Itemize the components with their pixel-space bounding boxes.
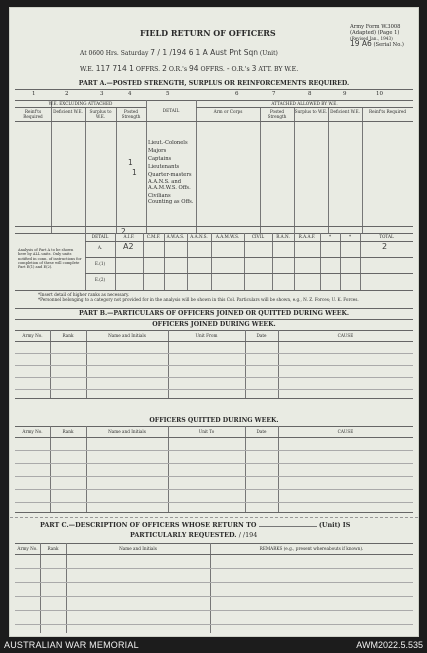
joined-hdr-army-no: Army No.: [22, 333, 43, 338]
hdr-reinf-required: Reinf'ts Required: [23, 109, 43, 119]
ana-row-e2: E.(2): [94, 277, 106, 282]
footnote-1: *Insert detail of higher ranks as necessary.: [38, 292, 130, 297]
rank-aans: A.A.N.S. and A.A.M.W.S. Offs.: [148, 179, 191, 191]
footnote-2: *Personnel belonging to a category not provided for in the analysis will be shown in this Col. Particulars will be shown, e.g., N. Z. Forces; U. K. Forces.: [38, 297, 359, 302]
part-c-hdr-remarks: REMARKS (e.g., present whereabouts if known).: [259, 546, 364, 551]
captains-value: 1: [128, 158, 133, 167]
rank-lieutenants: Lieutenants: [148, 164, 180, 170]
joined-hdr-name: Name and Initials: [108, 333, 146, 338]
offrs2-label: OFFRS.: [200, 66, 225, 73]
ana-hdr-aamws: A.A.M.W.S.: [215, 234, 240, 239]
col-num-8: 8: [308, 91, 312, 97]
part-c-title2: PARTICULARLY REQUESTED.: [130, 531, 237, 539]
ana-row-a: A.: [97, 245, 103, 250]
ana-hdr-civil: CIVIL: [251, 234, 265, 239]
we-value: 117 714 1: [95, 64, 134, 73]
unit-value: 1 A Aust Pnt Sqn: [195, 48, 258, 57]
form-sheet: [10, 8, 418, 636]
part-c-unit-label: (Unit) IS: [318, 521, 351, 529]
analysis-note: Analysis of Part A to be shown here by ALL units. Only units notified in conn. of instructions for completion of these will complete Part E(1) and E(2).: [18, 248, 82, 270]
lieutenants-value: 1: [132, 168, 137, 177]
hdr-surplus: Surplus to W.E.: [89, 109, 112, 119]
ana-hdr-star1: *: [328, 234, 332, 239]
rank-majors: Majors: [148, 148, 167, 154]
hdr-att-deficient: Deficient W.E.: [330, 109, 360, 114]
we-label: W.E.: [80, 66, 94, 73]
serial-label: (Serial No.): [373, 42, 404, 48]
archive-footer: [0, 637, 427, 653]
joined-hdr-unit-from: Unit From: [195, 333, 218, 338]
ors-value: 94: [189, 64, 199, 73]
serial-number: 19 A6: [350, 39, 372, 48]
hdr-att-surplus: Surplus to W.E.: [294, 109, 328, 114]
col-numbers: [10, 91, 418, 99]
ors2-label: O.R.'s: [231, 66, 250, 73]
ana-hdr-detail: DETAIL: [91, 234, 109, 239]
hdr-arm-corps: Arm or Corps: [213, 109, 243, 114]
hdr-deficient: Deficient W.E.: [53, 109, 83, 114]
we-excl-label: W.E. EXCLUDING ATTACHED: [48, 101, 113, 106]
quitted-hdr-name: Name and Initials: [108, 429, 146, 434]
ana-hdr-total: TOTAL: [379, 234, 394, 239]
att-label: ATT. BY W.E.: [258, 66, 299, 73]
rank-qm: Quarter-masters: [148, 172, 192, 178]
part-c-title-line2: [130, 531, 257, 539]
at-line-prefix: At 0600 Hrs. Saturday: [80, 50, 149, 57]
col-num-1: 1: [32, 91, 36, 97]
form-title: FIELD RETURN OF OFFICERS: [140, 28, 276, 38]
part-c-hdr-army-no: Army No.: [17, 546, 38, 551]
footer-institution: AUSTRALIAN WAR MEMORIAL: [4, 640, 139, 650]
hdr-posted-strength: Posted Strength: [121, 109, 141, 119]
rank-civilians: Civilians Counting as Offs.: [148, 193, 194, 205]
col-num-9: 9: [343, 91, 347, 97]
col-num-6: 6: [235, 91, 239, 97]
quitted-hdr-cause: CAUSE: [337, 429, 354, 434]
offrs-value: 2: [162, 64, 167, 73]
posted-strength-total: 2: [121, 227, 126, 236]
footer-accession: AWM2022.5.535: [356, 640, 423, 650]
rank-lt-col: Lieut.-Colonels: [148, 140, 188, 146]
ana-hdr-aans: A.A.N.S.: [190, 234, 208, 239]
ana-total-value: 2: [382, 242, 388, 251]
ors2-value: 3: [251, 64, 257, 73]
quitted-hdr-army-no: Army No.: [22, 429, 43, 434]
ana-hdr-cmf: C.M.F.: [146, 234, 161, 239]
quitted-hdr-rank: Rank: [62, 429, 74, 434]
army-form-block: [350, 24, 404, 48]
rank-list: [148, 139, 196, 205]
ana-hdr-raaf: R.A.A.F.: [298, 234, 316, 239]
col-num-5: 5: [166, 91, 170, 97]
joined-title: OFFICERS JOINED DURING WEEK.: [152, 321, 276, 328]
ana-hdr-aif: A.I.F.: [123, 234, 135, 239]
part-c-hdr-name: Name and Initials: [119, 546, 157, 551]
army-form-line2: (Adapted) (Page 1): [350, 30, 400, 36]
ana-hdr-ran: R.A.N.: [276, 234, 290, 239]
detail-label: DETAIL: [162, 108, 180, 113]
unit-label: (Unit): [259, 50, 278, 57]
ana-aif-value: A2: [123, 242, 134, 251]
part-c-hdr-rank: Rank: [47, 546, 59, 551]
col-num-4: 4: [128, 91, 132, 97]
attached-label: ATTACHED ALLOWED BY W.E.: [271, 101, 338, 106]
we-line: [80, 64, 298, 73]
quitted-hdr-unit-to: Unit To: [198, 429, 215, 434]
hdr-att-reinf: Reinf'ts Required: [368, 109, 407, 114]
joined-hdr-date: Date: [256, 333, 267, 338]
col-num-2: 2: [65, 91, 69, 97]
part-a-title: PART A.—POSTED STRENGTH, SURPLUS OR REINFORCEMENTS REQUIRED.: [78, 80, 350, 87]
ana-hdr-awas: A.W.A.S.: [166, 234, 185, 239]
joined-hdr-cause: CAUSE: [337, 333, 354, 338]
rank-captains: Captains: [148, 156, 172, 162]
ana-hdr-star2: *: [348, 234, 352, 239]
army-form-line3: (Revised Jan., 1943): [350, 36, 393, 41]
joined-hdr-rank: Rank: [62, 333, 74, 338]
quitted-title: OFFICERS QUITTED DURING WEEK.: [149, 417, 279, 424]
date-value: 7 / 1 /194 6: [150, 48, 194, 57]
part-b-title: PART B.—PARTICULARS OF OFFICERS JOINED OR QUITTED DURING WEEK.: [78, 310, 350, 317]
part-c-date: / /194: [238, 531, 258, 539]
ors-label: O.R.'s: [168, 66, 188, 73]
col-num-3: 3: [100, 91, 104, 97]
hdr-att-posted: Posted Strength: [267, 109, 287, 119]
part-c-title-line1: [40, 521, 350, 529]
col-num-7: 7: [272, 91, 276, 97]
army-form-line1: Army Form W.3008: [350, 24, 401, 30]
offrs2-value: -: [226, 64, 230, 73]
col-num-10: 10: [376, 91, 383, 97]
quitted-hdr-date: Date: [256, 429, 267, 434]
at-line: [80, 48, 278, 57]
offrs-label: OFFRS.: [135, 66, 161, 73]
part-c-title1: PART C.—DESCRIPTION OF OFFICERS WHOSE RETURN TO: [40, 521, 257, 529]
ana-row-e1: E.(1): [94, 261, 106, 266]
